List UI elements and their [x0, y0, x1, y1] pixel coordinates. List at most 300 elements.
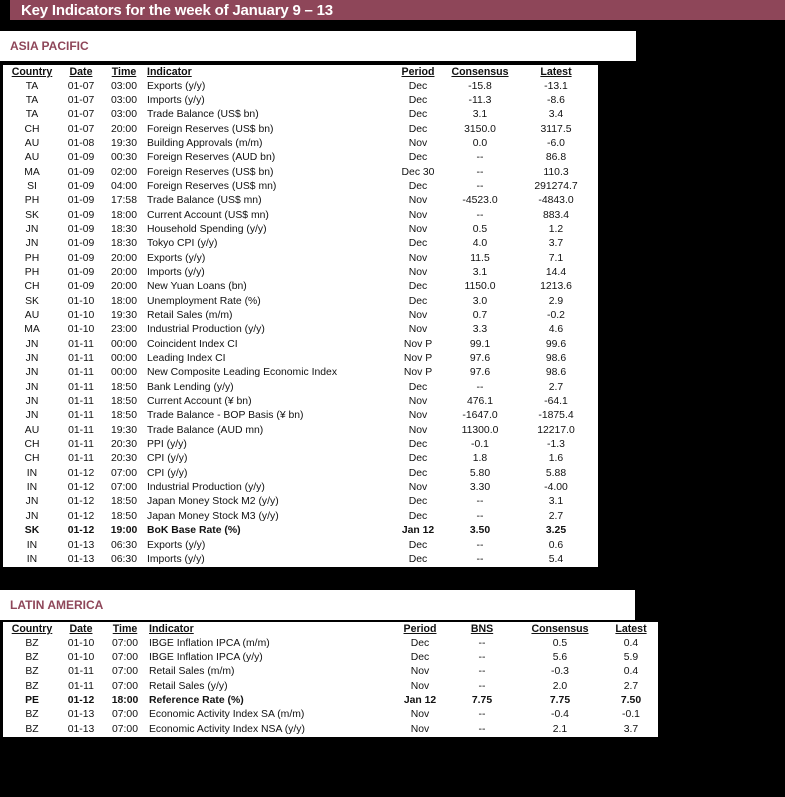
cell-latest: -64.1: [544, 396, 568, 408]
cell-indicator: Tokyo CPI (y/y): [147, 238, 218, 250]
cell-period: Nov: [408, 396, 428, 408]
cell-country: PH: [24, 266, 40, 278]
cell-latest: 3.25: [545, 525, 567, 537]
cell-latest: 3.7: [548, 238, 564, 250]
cell-indicator: Retail Sales (y/y): [149, 680, 228, 692]
cell-period: Nov: [408, 252, 428, 264]
cell-consensus: 97.6: [469, 367, 491, 379]
column-header-country: Country: [11, 623, 53, 636]
cell-bns: --: [478, 651, 486, 663]
cell-period: Dec: [408, 180, 428, 192]
cell-indicator: New Composite Leading Economic Index: [147, 367, 338, 379]
cell-date: 01-07: [67, 94, 95, 106]
column-header-country: Country: [11, 66, 53, 79]
cell-consensus: -15.8: [468, 80, 492, 92]
table-row: [3, 665, 658, 679]
table-row: [3, 510, 598, 524]
cell-consensus: 3.1: [472, 109, 488, 121]
cell-country: TA: [25, 80, 39, 92]
table-row: [3, 722, 658, 736]
cell-latest: 5.9: [623, 651, 639, 663]
table-row: [3, 151, 598, 165]
table-row: [3, 708, 658, 722]
cell-indicator: Japan Money Stock M2 (y/y): [147, 496, 279, 508]
column-header-consensus: Consensus: [451, 66, 509, 79]
cell-period: Dec: [408, 123, 428, 135]
cell-time: 00:00: [110, 367, 137, 379]
cell-indicator: Industrial Production (y/y): [147, 482, 265, 494]
table-row: [3, 180, 598, 194]
cell-time: 07:00: [110, 482, 137, 494]
cell-date: 01-09: [67, 252, 95, 264]
cell-indicator: CPI (y/y): [147, 467, 188, 479]
column-header-indicator: Indicator: [149, 623, 194, 636]
cell-time: 07:00: [111, 709, 138, 721]
cell-period: Nov: [408, 324, 428, 336]
column-header-indicator: Indicator: [147, 66, 192, 79]
cell-indicator: Reference Rate (%): [149, 694, 244, 706]
cell-country: BZ: [25, 723, 39, 735]
cell-time: 18:50: [110, 510, 137, 522]
cell-period: Dec: [408, 80, 428, 92]
cell-period: Nov P: [403, 367, 433, 379]
cell-date: 01-09: [67, 152, 95, 164]
cell-date: 01-07: [67, 80, 95, 92]
cell-date: 01-10: [67, 310, 95, 322]
cell-time: 18:00: [110, 295, 137, 307]
cell-latest: 883.4: [542, 209, 569, 221]
section-heading-latin-america: LATIN AMERICA: [0, 590, 635, 620]
table-row: [3, 280, 598, 294]
cell-indicator: Trade Balance (US$ mn): [147, 195, 262, 207]
cell-consensus: 5.80: [469, 467, 491, 479]
cell-period: Nov: [408, 424, 428, 436]
table-row: [3, 266, 598, 280]
cell-country: JN: [25, 410, 39, 422]
cell-time: 07:00: [111, 723, 138, 735]
table-row: [3, 409, 598, 423]
cell-country: SK: [24, 525, 40, 537]
cell-latest: 2.9: [548, 295, 564, 307]
cell-period: Nov: [408, 209, 428, 221]
cell-time: 18:50: [110, 496, 137, 508]
cell-time: 17:58: [110, 195, 137, 207]
cell-time: 19:30: [110, 424, 137, 436]
cell-country: JN: [25, 396, 39, 408]
cell-country: BZ: [25, 651, 39, 663]
cell-latest: -0.1: [622, 709, 640, 721]
cell-country: JN: [25, 367, 39, 379]
cell-period: Dec: [408, 109, 428, 121]
cell-consensus: 3150.0: [464, 123, 496, 135]
cell-latest: 14.4: [545, 266, 567, 278]
cell-latest: 1.6: [548, 453, 564, 465]
cell-country: BZ: [25, 666, 39, 678]
cell-country: TA: [25, 109, 39, 121]
cell-period: Nov: [408, 195, 428, 207]
cell-time: 00:30: [110, 152, 137, 164]
cell-indicator: Current Account (¥ bn): [147, 396, 252, 408]
cell-date: 01-11: [68, 439, 94, 451]
cell-consensus: 2.0: [552, 680, 568, 692]
table-row: [3, 395, 598, 409]
table-header-row: [3, 65, 598, 79]
cell-consensus: 0.0: [472, 137, 488, 149]
cell-period: Jan 12: [403, 694, 437, 706]
cell-time: 07:00: [111, 680, 138, 692]
cell-indicator: Economic Activity Index NSA (y/y): [149, 723, 305, 735]
cell-date: 01-11: [68, 410, 94, 422]
cell-country: SK: [25, 209, 39, 221]
cell-consensus: -0.4: [551, 709, 569, 721]
cell-latest: 2.7: [623, 680, 639, 692]
cell-country: JN: [25, 223, 39, 235]
cell-date: 01-09: [67, 266, 95, 278]
cell-country: IN: [26, 539, 38, 551]
cell-indicator: Trade Balance (AUD mn): [147, 424, 264, 436]
cell-consensus: 3.50: [469, 525, 491, 537]
cell-time: 06:30: [110, 539, 137, 551]
cell-latest: 86.8: [545, 152, 567, 164]
cell-time: 18:50: [110, 396, 137, 408]
cell-country: AU: [24, 424, 40, 436]
cell-indicator: Imports (y/y): [147, 266, 205, 278]
cell-date: 01-10: [67, 651, 95, 663]
cell-indicator: Foreign Reserves (AUD bn): [147, 152, 276, 164]
cell-time: 00:00: [110, 353, 137, 365]
cell-consensus: 3.30: [469, 482, 491, 494]
cell-country: CH: [24, 123, 40, 135]
cell-time: 00:00: [110, 338, 137, 350]
cell-consensus: -11.3: [468, 94, 492, 106]
cell-period: Nov: [410, 709, 430, 721]
cell-latest: 3117.5: [540, 123, 572, 135]
cell-time: 18:00: [111, 694, 139, 706]
table-row: [3, 636, 658, 650]
cell-date: 01-12: [67, 510, 95, 522]
cell-country: PH: [24, 195, 40, 207]
cell-country: CH: [24, 453, 40, 465]
cell-indicator: Foreign Reserves (US$ mn): [147, 180, 277, 192]
cell-indicator: Unemployment Rate (%): [147, 295, 261, 307]
cell-indicator: Bank Lending (y/y): [147, 381, 234, 393]
cell-period: Dec 30: [401, 166, 435, 178]
cell-time: 07:00: [111, 637, 138, 649]
cell-latest: -8.6: [547, 94, 565, 106]
cell-latest: 5.88: [545, 467, 567, 479]
cell-country: JN: [25, 381, 39, 393]
cell-latest: 5.4: [548, 553, 564, 565]
table-row: [3, 223, 598, 237]
cell-country: BZ: [25, 709, 39, 721]
section-heading-asia-pacific: ASIA PACIFIC: [0, 31, 636, 61]
cell-date: 01-12: [67, 694, 95, 706]
cell-country: SK: [25, 295, 39, 307]
cell-latest: 99.6: [545, 338, 567, 350]
cell-time: 18:50: [110, 381, 137, 393]
table-row: [3, 108, 598, 122]
cell-country: PH: [24, 252, 40, 264]
cell-time: 07:00: [111, 666, 138, 678]
cell-bns: --: [478, 637, 486, 649]
cell-date: 01-09: [67, 209, 95, 221]
cell-time: 03:00: [110, 109, 137, 121]
cell-indicator: Foreign Reserves (US$ bn): [147, 123, 274, 135]
table-row: [3, 338, 598, 352]
latin-america-table: [3, 622, 658, 737]
cell-latest: 98.6: [545, 353, 567, 365]
cell-consensus: 476.1: [466, 396, 493, 408]
cell-indicator: New Yuan Loans (bn): [147, 281, 247, 293]
table-row: [3, 679, 658, 693]
cell-date: 01-08: [67, 137, 95, 149]
cell-consensus: --: [476, 180, 484, 192]
cell-indicator: Japan Money Stock M3 (y/y): [147, 510, 279, 522]
cell-country: JN: [25, 353, 39, 365]
column-header-time: Time: [112, 623, 138, 636]
cell-period: Nov: [408, 410, 428, 422]
cell-period: Dec: [408, 381, 428, 393]
column-header-bns: BNS: [470, 623, 494, 636]
cell-date: 01-09: [67, 195, 95, 207]
table-row: [3, 352, 598, 366]
cell-bns: --: [478, 723, 486, 735]
cell-time: 19:00: [110, 525, 138, 537]
cell-period: Dec: [408, 467, 428, 479]
table-row: [3, 495, 598, 509]
cell-indicator: Coincident Index CI: [147, 338, 238, 350]
cell-consensus: -0.1: [471, 439, 489, 451]
cell-country: JN: [25, 238, 39, 250]
asia-pacific-table-panel: [3, 65, 598, 567]
cell-indicator: Trade Balance (US$ bn): [147, 109, 259, 121]
cell-time: 03:00: [110, 80, 137, 92]
cell-country: JN: [25, 338, 39, 350]
cell-date: 01-09: [67, 238, 95, 250]
cell-consensus: --: [476, 152, 484, 164]
cell-indicator: Leading Index CI: [147, 353, 226, 365]
table-row: [3, 538, 598, 552]
cell-date: 01-11: [68, 680, 94, 692]
cell-latest: 98.6: [545, 367, 567, 379]
cell-indicator: Retail Sales (m/m): [147, 310, 233, 322]
cell-country: PE: [25, 694, 39, 706]
cell-latest: 7.1: [548, 252, 564, 264]
cell-time: 23:00: [110, 324, 137, 336]
cell-period: Dec: [408, 238, 428, 250]
cell-time: 06:30: [110, 553, 137, 565]
cell-period: Nov: [410, 666, 430, 678]
cell-period: Dec: [408, 553, 428, 565]
cell-country: SI: [27, 180, 37, 192]
cell-date: 01-13: [67, 709, 95, 721]
cell-period: Nov: [408, 266, 428, 278]
cell-latest: 2.7: [548, 510, 564, 522]
column-header-period: Period: [403, 623, 437, 636]
column-header-time: Time: [111, 66, 137, 79]
table-header-row: [3, 622, 658, 636]
cell-time: 20:30: [110, 453, 137, 465]
cell-consensus: 11.5: [470, 252, 490, 264]
cell-period: Dec: [408, 281, 428, 293]
cell-date: 01-10: [67, 295, 95, 307]
cell-country: MA: [24, 324, 40, 336]
table-row: [3, 452, 598, 466]
cell-consensus: -0.3: [551, 666, 569, 678]
cell-period: Dec: [408, 295, 428, 307]
cell-time: 03:00: [110, 94, 137, 106]
cell-country: MA: [24, 166, 40, 178]
cell-date: 01-10: [67, 637, 95, 649]
cell-latest: 3.1: [548, 496, 564, 508]
cell-latest: -6.0: [547, 137, 565, 149]
cell-time: 04:00: [110, 180, 137, 192]
cell-indicator: Foreign Reserves (US$ bn): [147, 166, 274, 178]
cell-indicator: Economic Activity Index SA (m/m): [149, 709, 305, 721]
cell-latest: 291274.7: [534, 180, 578, 192]
cell-time: 20:30: [110, 439, 137, 451]
cell-country: CH: [24, 281, 40, 293]
cell-latest: 0.6: [548, 539, 564, 551]
cell-bns: 7.75: [471, 694, 493, 706]
table-row: [3, 438, 598, 452]
cell-period: Nov: [410, 723, 430, 735]
column-header-period: Period: [401, 66, 435, 79]
cell-time: 18:30: [110, 238, 137, 250]
cell-consensus: 3.1: [472, 266, 488, 278]
cell-time: 02:00: [110, 166, 137, 178]
table-row: [3, 165, 598, 179]
table-row: [3, 251, 598, 265]
table-row: [3, 524, 598, 538]
cell-period: Dec: [408, 152, 428, 164]
cell-latest: 12217.0: [537, 424, 575, 436]
cell-indicator: IBGE Inflation IPCA (y/y): [149, 651, 263, 663]
cell-time: 19:30: [110, 137, 137, 149]
cell-time: 18:50: [110, 410, 137, 422]
cell-consensus: 3.3: [472, 324, 488, 336]
cell-period: Dec: [408, 453, 428, 465]
table-row: [3, 366, 598, 380]
cell-latest: 2.7: [548, 381, 564, 393]
cell-period: Dec: [408, 539, 428, 551]
cell-latest: 7.50: [620, 694, 642, 706]
cell-date: 01-09: [67, 223, 95, 235]
cell-latest: 110.3: [543, 166, 569, 178]
cell-country: BZ: [25, 637, 39, 649]
cell-consensus: 99.1: [469, 338, 491, 350]
table-row: [3, 208, 598, 222]
cell-date: 01-07: [67, 123, 95, 135]
table-row: [3, 122, 598, 136]
cell-country: AU: [24, 310, 40, 322]
table-row: [3, 553, 598, 567]
cell-latest: 3.7: [623, 723, 639, 735]
table-row: [3, 481, 598, 495]
cell-period: Nov: [410, 680, 430, 692]
cell-indicator: Industrial Production (y/y): [147, 324, 265, 336]
cell-indicator: PPI (y/y): [147, 439, 187, 451]
cell-time: 19:30: [110, 310, 137, 322]
cell-latest: 1213.6: [540, 281, 572, 293]
cell-bns: --: [478, 680, 486, 692]
cell-country: IN: [26, 467, 38, 479]
cell-consensus: 4.0: [472, 238, 488, 250]
cell-date: 01-12: [67, 467, 95, 479]
column-header-date: Date: [69, 66, 93, 79]
latin-america-table-panel: [3, 622, 658, 737]
cell-consensus: 7.75: [549, 694, 571, 706]
cell-consensus: 0.5: [472, 223, 488, 235]
cell-date: 01-07: [67, 109, 95, 121]
cell-period: Jan 12: [401, 525, 435, 537]
table-row: [3, 295, 598, 309]
table-row: [3, 651, 658, 665]
cell-indicator: Exports (y/y): [147, 80, 206, 92]
cell-date: 01-10: [67, 324, 95, 336]
cell-country: JN: [25, 510, 39, 522]
column-header-date: Date: [69, 623, 93, 636]
cell-indicator: IBGE Inflation IPCA (m/m): [149, 637, 270, 649]
asia-pacific-table: [3, 65, 598, 567]
cell-consensus: 3.0: [472, 295, 488, 307]
cell-period: Nov: [408, 310, 428, 322]
table-row: [3, 381, 598, 395]
cell-indicator: Current Account (US$ mn): [147, 209, 269, 221]
cell-bns: --: [478, 666, 486, 678]
cell-period: Dec: [408, 439, 428, 451]
cell-latest: -4.00: [544, 482, 568, 494]
cell-indicator: Imports (y/y): [147, 553, 205, 565]
cell-date: 01-11: [68, 396, 94, 408]
cell-time: 18:00: [110, 209, 137, 221]
cell-time: 20:00: [110, 252, 137, 264]
cell-consensus: 2.1: [552, 723, 568, 735]
cell-time: 20:00: [110, 266, 137, 278]
table-row: [3, 237, 598, 251]
cell-indicator: Imports (y/y): [147, 94, 205, 106]
cell-latest: 3.4: [548, 109, 564, 121]
table-row: [3, 94, 598, 108]
table-row: [3, 467, 598, 481]
cell-period: Nov: [408, 482, 428, 494]
cell-period: Dec: [408, 510, 428, 522]
cell-bns: --: [478, 709, 486, 721]
cell-date: 01-11: [68, 453, 94, 465]
cell-date: 01-11: [68, 367, 94, 379]
cell-consensus: -4523.0: [462, 195, 498, 207]
cell-consensus: 1.8: [472, 453, 488, 465]
cell-latest: -1875.4: [538, 410, 574, 422]
cell-country: JN: [25, 496, 39, 508]
page-title: Key Indicators for the week of January 9 – 13: [10, 0, 785, 20]
table-row: [3, 79, 598, 93]
table-row: [3, 694, 658, 708]
cell-date: 01-13: [67, 539, 95, 551]
cell-consensus: 1150.0: [464, 281, 496, 293]
column-header-consensus: Consensus: [531, 623, 589, 636]
cell-time: 18:30: [110, 223, 137, 235]
cell-latest: 4.6: [548, 324, 564, 336]
cell-date: 01-11: [68, 666, 94, 678]
cell-period: Dec: [410, 651, 430, 663]
cell-consensus: --: [476, 510, 484, 522]
cell-consensus: 5.6: [552, 651, 568, 663]
cell-date: 01-12: [67, 525, 95, 537]
column-header-latest: Latest: [615, 623, 647, 636]
cell-consensus: --: [476, 209, 484, 221]
cell-date: 01-13: [67, 553, 95, 565]
